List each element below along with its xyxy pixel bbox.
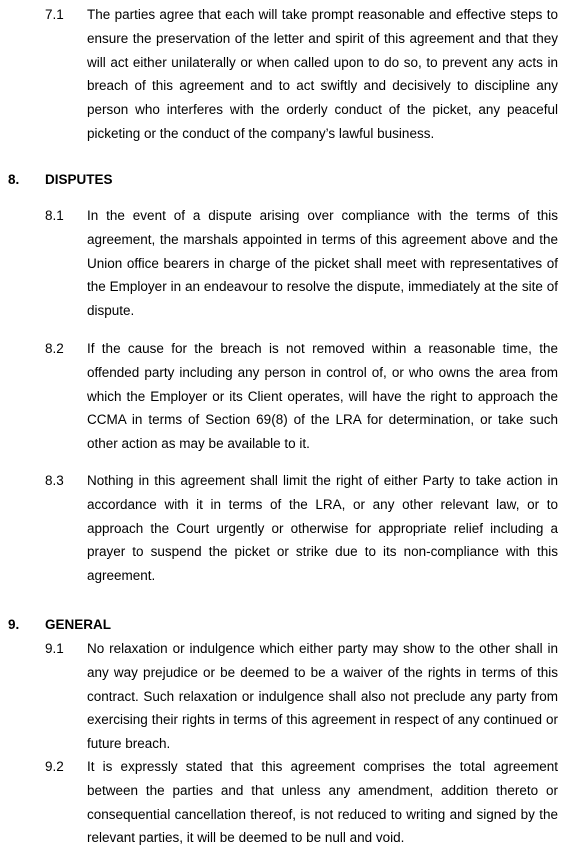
clause-text: No relaxation or indulgence which either party may show to the other shall in any way prejudice or be deemed to be a waiver of the rights in terms of this contract. Such relaxation or indulgence shall also not preclude any party from exercising their rights in terms of this agreement in respect of any continued or future breach. — [87, 641, 558, 752]
clause-number: 9.1 — [45, 641, 64, 656]
clause-text: It is expressly stated that this agreement comprises the total agreement between the parties and that unless any amendment, addition thereto or consequential cancellation thereof, is not reduced to writing and signed by the relevant parties, it will be deemed to be null and void. — [87, 759, 558, 846]
clause-text: In the event of a dispute arising over compliance with the terms of this agreement, the marshals appointed in terms of this agreement above and the Union office bearers in charge of the picket shall meet with representatives of the Employer in an endeavour to resolve the dispute, immediately at the site of dispute. — [87, 208, 558, 319]
clause-number: 8.1 — [45, 208, 64, 223]
section-number: 8. — [8, 172, 20, 187]
section-title: GENERAL — [45, 617, 112, 632]
clause-number: 8.3 — [45, 473, 64, 488]
clause-number: 8.2 — [45, 341, 64, 356]
clause-number: 7.1 — [45, 7, 64, 22]
section-number: 9. — [8, 617, 20, 632]
clause-text: The parties agree that each will take prompt reasonable and effective steps to ensure the preservation of the letter and spirit of this agreement and that they will act either unilaterally or when called upon to do so, to prevent any acts in breach of this agreement and to act swiftly and decisively to discipline any person who interferes with the orderly conduct of the picket, any peaceful picketing or the conduct of the company’s lawful business. — [87, 7, 558, 141]
clause-text: Nothing in this agreement shall limit the right of either Party to take action in accordance with it in terms of the LRA, or any other relevant law, or to approach the Court urgently or otherwise for appropriate relief including a prayer to suspend the picket or strike due to its non-compliance with this agreement. — [87, 473, 558, 584]
section-title: DISPUTES — [45, 172, 113, 187]
clause-number: 9.2 — [45, 759, 64, 774]
clause-text: If the cause for the breach is not removed within a reasonable time, the offended party including any person in control of, or who owns the area from which the Employer or its Client operates, will have the right to approach the CCMA in terms of Section 69(8) of the LRA for determination, or take such other action as may be available to it. — [87, 341, 558, 452]
